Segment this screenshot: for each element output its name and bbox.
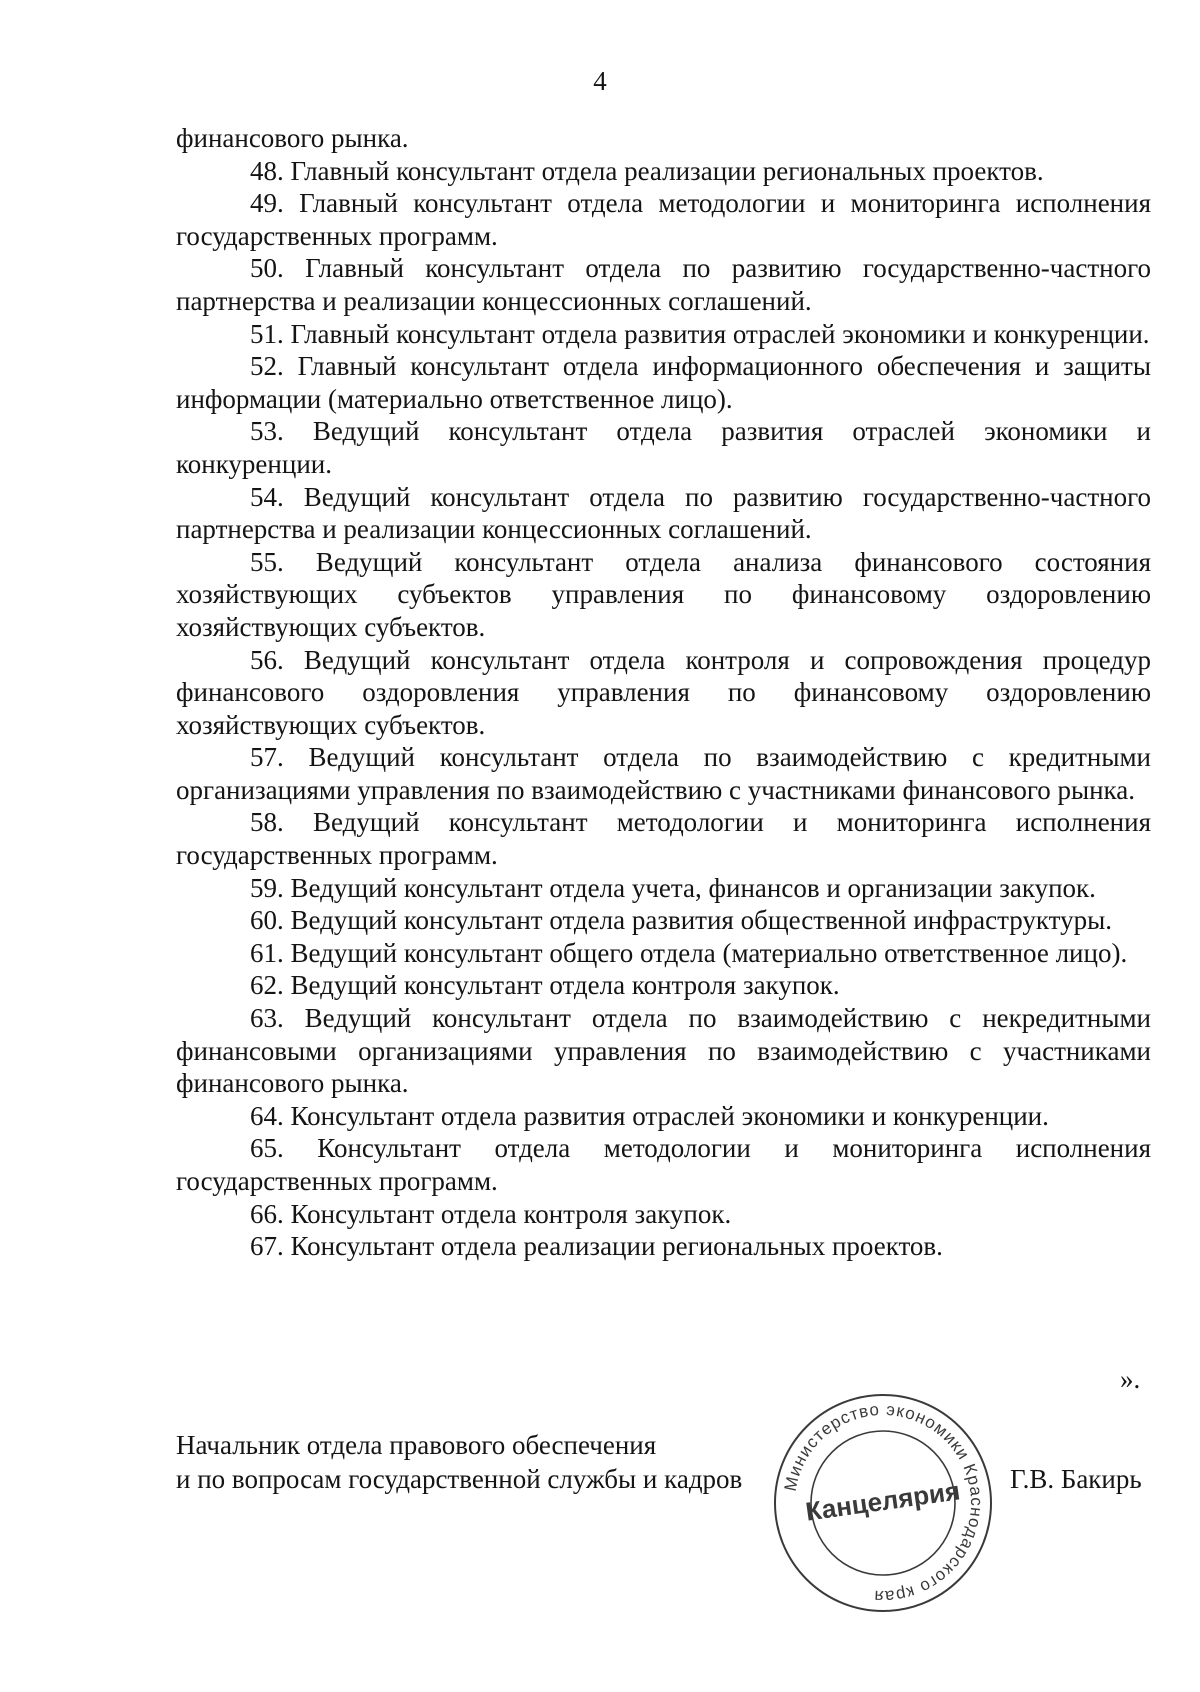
list-item: 54. Ведущий консультант отдела по развитию государственно-частного партнерства и реализации концессионных соглашений.: [176, 481, 1151, 545]
list-item: 64. Консультант отдела развития отраслей экономики и конкуренции.: [250, 1100, 1049, 1131]
list-item: 48. Главный консультант отдела реализации региональных проектов.: [250, 155, 1044, 186]
signature-title-line1: Начальник отдела правового обеспечения: [176, 1430, 657, 1460]
stamp-center-text: Канцелярия: [803, 1475, 962, 1527]
signature-title-line2: и по вопросам государственной службы и кадров: [176, 1464, 743, 1494]
list-item: 65. Консультант отдела методологии и мониторинга исполнения государственных программ.: [176, 1133, 1151, 1196]
list-item: 58. Ведущий консультант методологии и мониторинга исполнения государственных программ.: [176, 807, 1151, 871]
list-item: 51. Главный консультант отдела развития отраслей экономики и конкуренции.: [250, 318, 1150, 349]
list-item: 62. Ведущий консультант отдела контроля закупок.: [250, 970, 840, 1001]
list-item: 61. Ведущий консультант общего отдела (материально ответственное лицо).: [250, 937, 1128, 968]
list-item: 56. Ведущий консультант отдела контроля и сопровождения процедур финансового оздоровления управления по финансовому оздоровлению хозяйствующих субъектов.: [176, 644, 1151, 740]
list-item: 63. Ведущий консультант отдела по взаимодействию с некредитными финансовыми организациями управления по взаимодействию с участниками финансового рынка.: [176, 1003, 1151, 1099]
list-item: 57. Ведущий консультант отдела по взаимодействию с кредитными организациями управления по взаимодействию с участниками финансового рынка.: [176, 742, 1151, 805]
list-item: 49. Главный консультант отдела методологии и мониторинга исполнения государственных программ.: [176, 188, 1151, 251]
list-item: 60. Ведущий консультант отдела развития общественной инфраструктуры.: [250, 905, 1112, 936]
closing-quote: ».: [1120, 1364, 1141, 1394]
list-item: 52. Главный консультант отдела информационного обеспечения и защиты информации (материально ответственное лицо).: [176, 351, 1151, 414]
page-number: 4: [593, 66, 607, 96]
list-item: 67. Консультант отдела реализации региональных проектов.: [250, 1231, 943, 1262]
signature-block: [176, 1428, 1151, 1496]
list-item: 53. Ведущий консультант отдела развития отраслей экономики и конкуренции.: [176, 416, 1151, 479]
paragraph-continuation: финансового рынка.: [176, 123, 409, 153]
office-stamp: [768, 1388, 998, 1618]
signatory-name: Г.В. Бакирь: [1010, 1464, 1142, 1494]
list-item: 59. Ведущий консультант отдела учета, финансов и организации закупок.: [250, 872, 1096, 903]
list-item: 55. Ведущий консультант отдела анализа финансового состояния хозяйствующих субъектов управления по финансовому оздоровлению хозяйствующих субъектов.: [176, 546, 1151, 642]
list-item: 66. Консультант отдела контроля закупок.: [250, 1198, 732, 1229]
document-body: [176, 122, 1151, 1263]
list-item: 50. Главный консультант отдела по развитию государственно-частного партнерства и реализации концессионных соглашений.: [176, 253, 1151, 316]
stamp-outer-text: Министерство экономики Краснодарского края: [780, 1399, 987, 1607]
